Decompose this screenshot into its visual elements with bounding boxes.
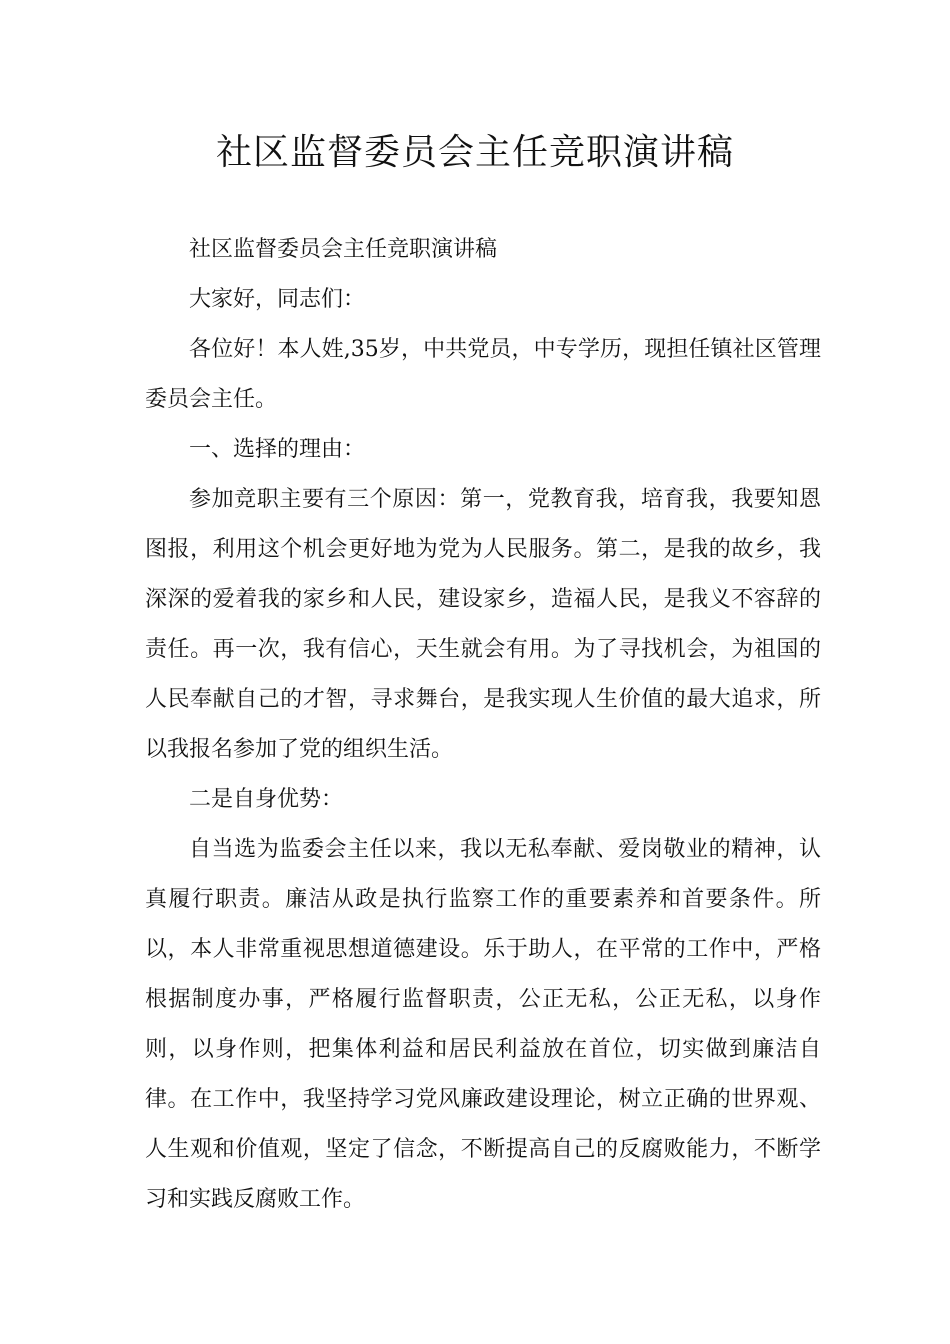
paragraph-subtitle: 社区监督委员会主任竞职演讲稿 [189,237,498,262]
paragraph-greeting: 大家好，同志们： [189,287,366,312]
paragraph-introduction: 各位好！本人姓,35岁，中共党员，中专学历，现担任镇社区管理委员会主任。 [145,337,821,412]
paragraph-advantages: 自当选为监委会主任以来，我以无私奉献、爱岗敬业的精神，认真履行职责。廉洁从政是执行监察工作的重要素养和首要条件。所以，本人非常重视思想道德建设。乐于助人，在平常的工作中，严格根据制度办事，严格履行监督职责，公正无私，公正无私，以身作则，以身作则，把集体利益和居民利益放在首位，切实做到廉洁自律。在工作中，我坚持学习党风廉政建设理论，树立正确的世界观、人生观和价值观，坚定了信念，不断提高自己的反腐败能力，不断学习和实践反腐败工作。 [145,837,821,1212]
document-title: 社区监督委员会主任竞职演讲稿 [215,132,734,173]
section-heading-reasons: 一、选择的理由： [189,437,366,462]
section-heading-advantages: 二是自身优势： [189,787,344,812]
document-body [145,225,821,1225]
paragraph-reasons: 参加竞职主要有三个原因：第一，党教育我，培育我，我要知恩图报，利用这个机会更好地为党为人民服务。第二，是我的故乡，我深深的爱着我的家乡和人民，建设家乡，造福人民，是我义不容辞的责任。再一次，我有信心，天生就会有用。为了寻找机会，为祖国的人民奉献自己的才智，寻求舞台，是我实现人生价值的最大追求，所以我报名参加了党的组织生活。 [145,487,821,762]
